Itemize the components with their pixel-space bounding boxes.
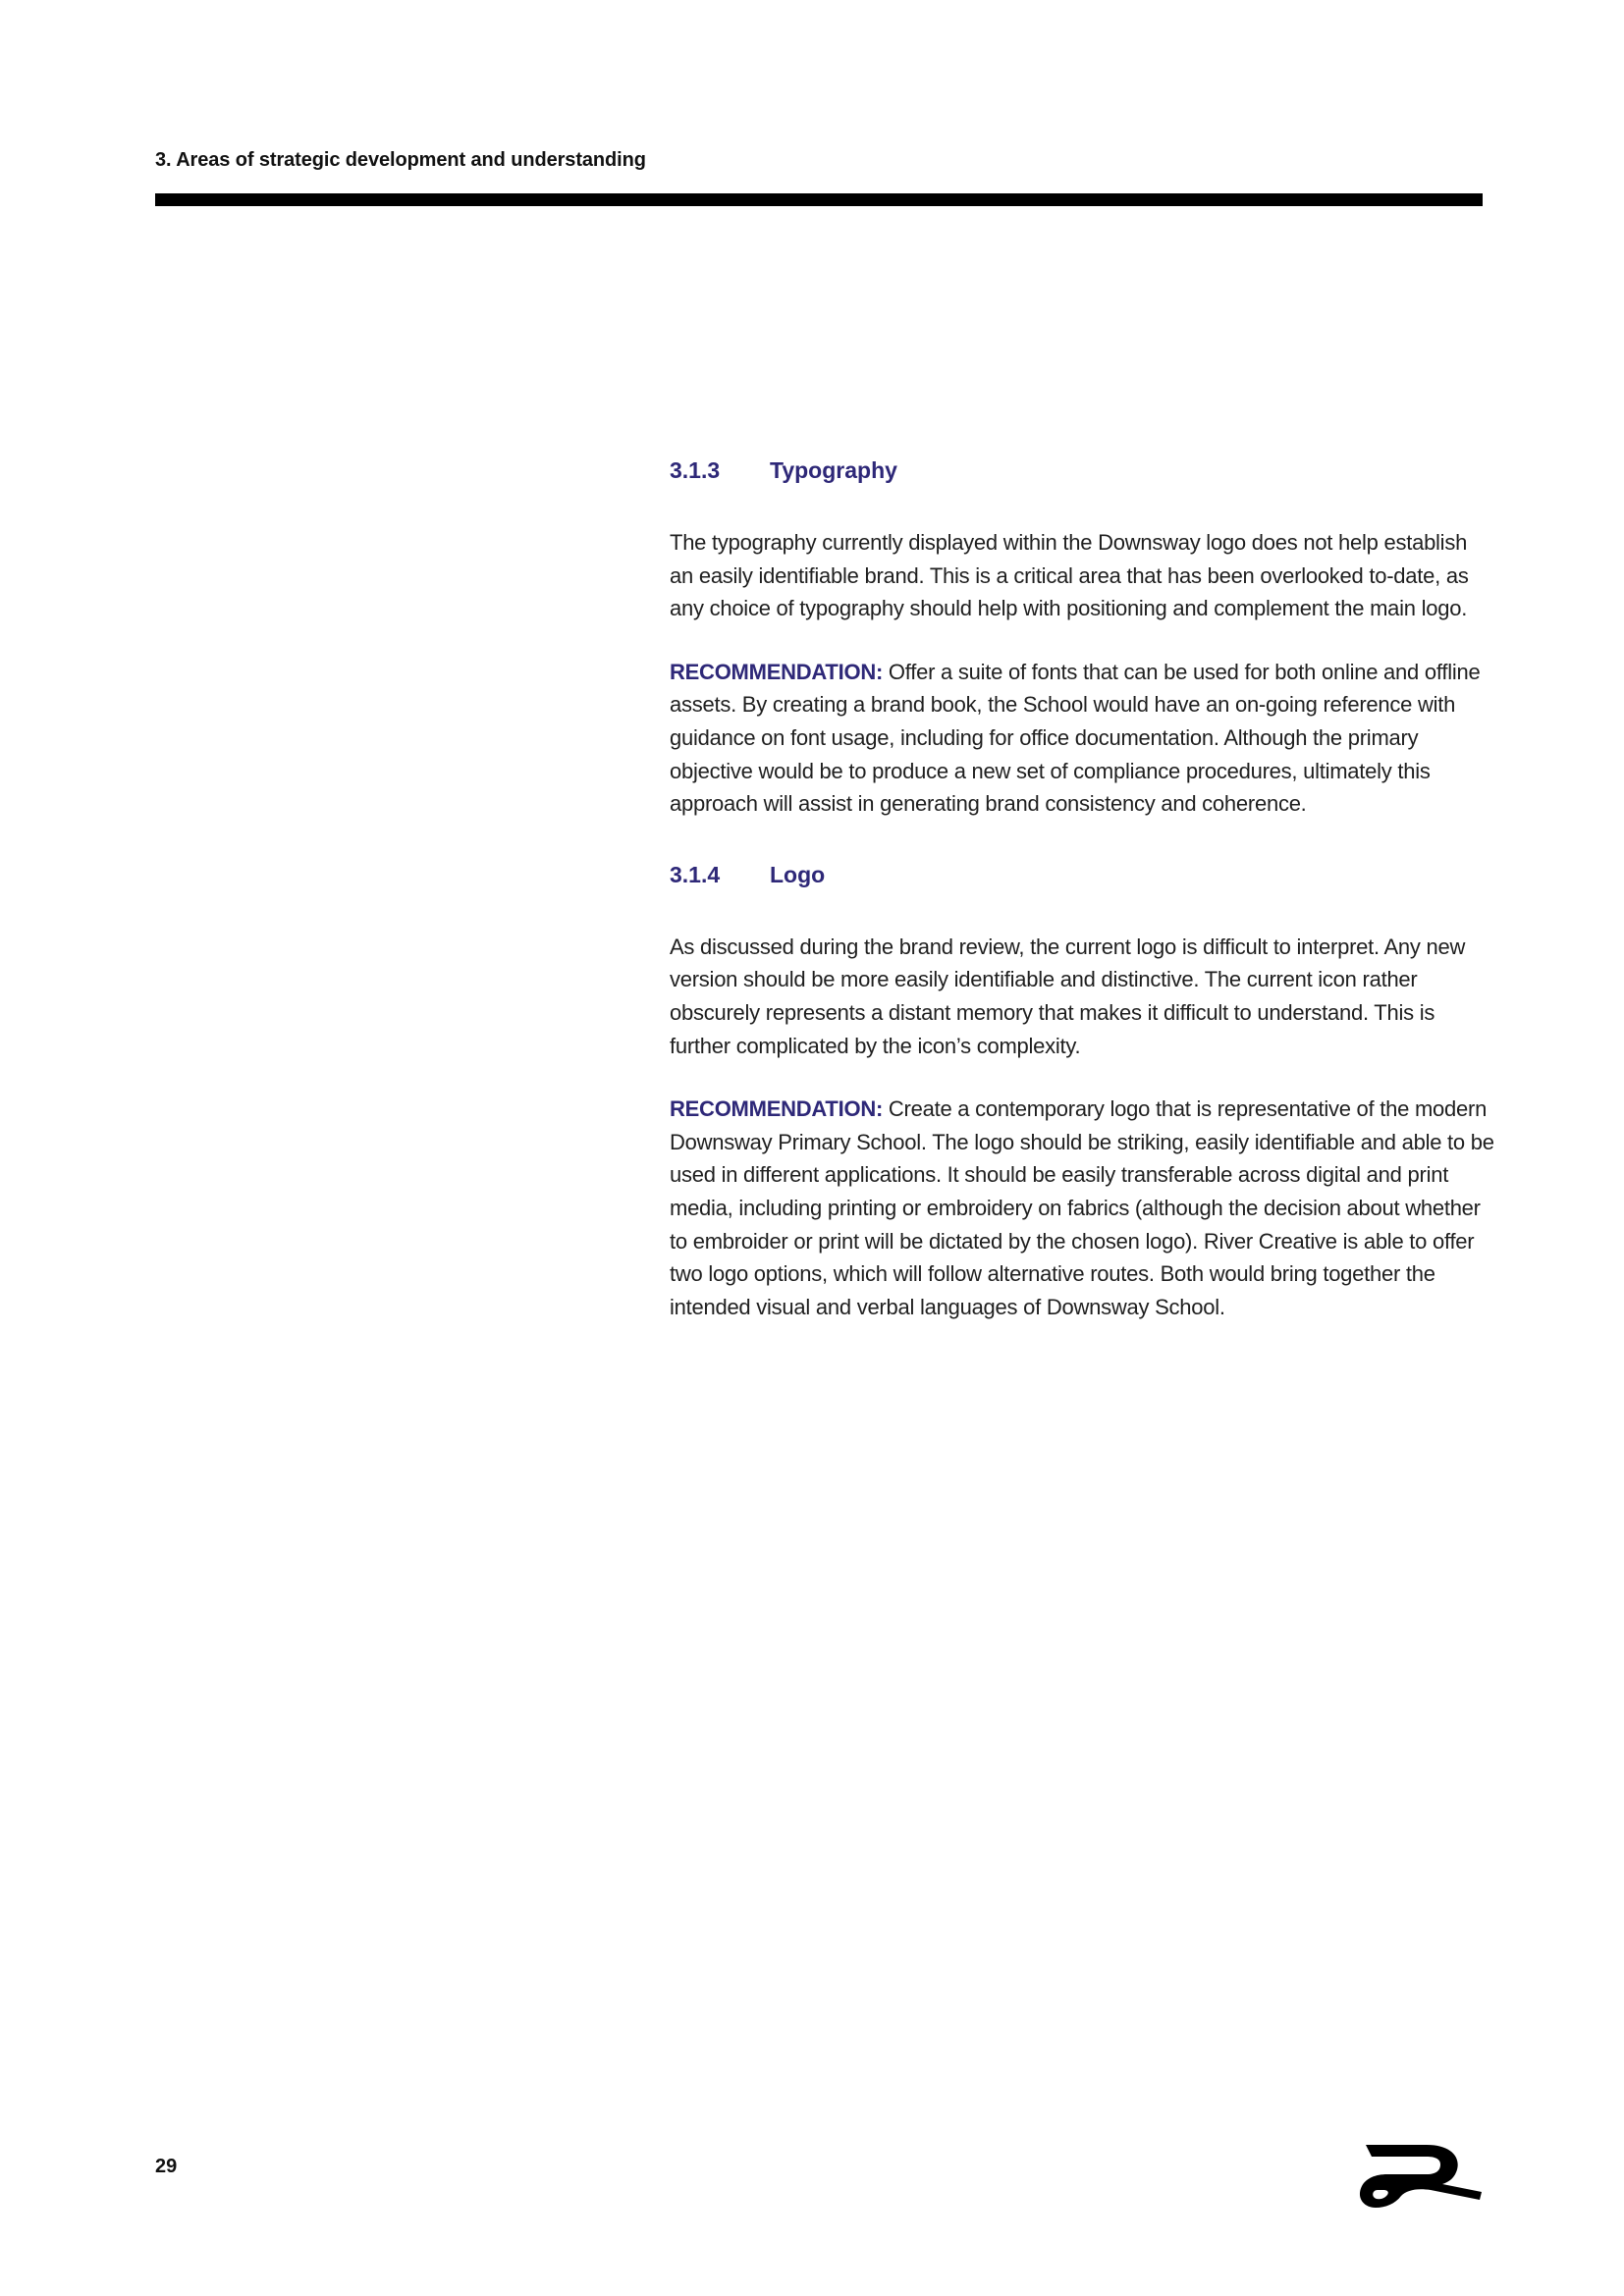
main-content (670, 457, 1494, 1354)
recommendation-label: RECOMMENDATION: (670, 659, 884, 684)
section-title: Typography (770, 457, 897, 483)
recommendation-paragraph (670, 1093, 1494, 1323)
recommendation-label: RECOMMENDATION: (670, 1096, 884, 1122)
header-rule (155, 193, 1483, 206)
running-header: 3. Areas of strategic development and understanding (155, 149, 646, 171)
section-title: Logo (770, 861, 826, 887)
recommendation-paragraph (670, 656, 1494, 821)
recommendation-text: Offer a suite of fonts that can be used for both online and offline assets. By creating a brand book, the School would have an on-going reference with guidance on font usage, including for office documentation. Although the primary objective would be to produce a new set of compliance procedures, ultimately this approach will assist in generating brand consistency and coherence. (670, 659, 1481, 817)
recommendation-text: Create a contemporary logo that is representative of the modern Downsway Primary School. The logo should be striking, easily identifiable and able to be used in different applications. It should be easily transferable across digital and print media, including printing or embroidery on fabrics (although the decision about whether to embroider or print will be dictated by the chosen logo). River Creative is able to offer two logo options, which will follow alternative routes. Both would bring together the intended visual and verbal languages of Downsway School. (670, 1096, 1494, 1319)
body-paragraph: As discussed during the brand review, the current logo is difficult to interpret. Any new version should be more easily identifiable and distinctive. The current icon rather obscurely represents a distant memory that makes it difficult to understand. This is further complicated by the icon’s complexity. (670, 934, 1466, 1058)
section-number: 3.1.3 (670, 457, 721, 483)
section-typography (670, 457, 1494, 821)
section-heading (670, 457, 1494, 489)
section-heading (670, 862, 1494, 893)
river-creative-logo-icon (1358, 2141, 1484, 2210)
section-logo (670, 862, 1494, 1324)
body-paragraph: The typography currently displayed within the Downsway logo does not help establish an easily identifiable brand. This is a critical area that has been overlooked to-date, as any choice of typography should help with positioning and complement the main logo. (670, 530, 1469, 621)
section-number: 3.1.4 (670, 861, 721, 887)
page-number: 29 (155, 2156, 178, 2177)
